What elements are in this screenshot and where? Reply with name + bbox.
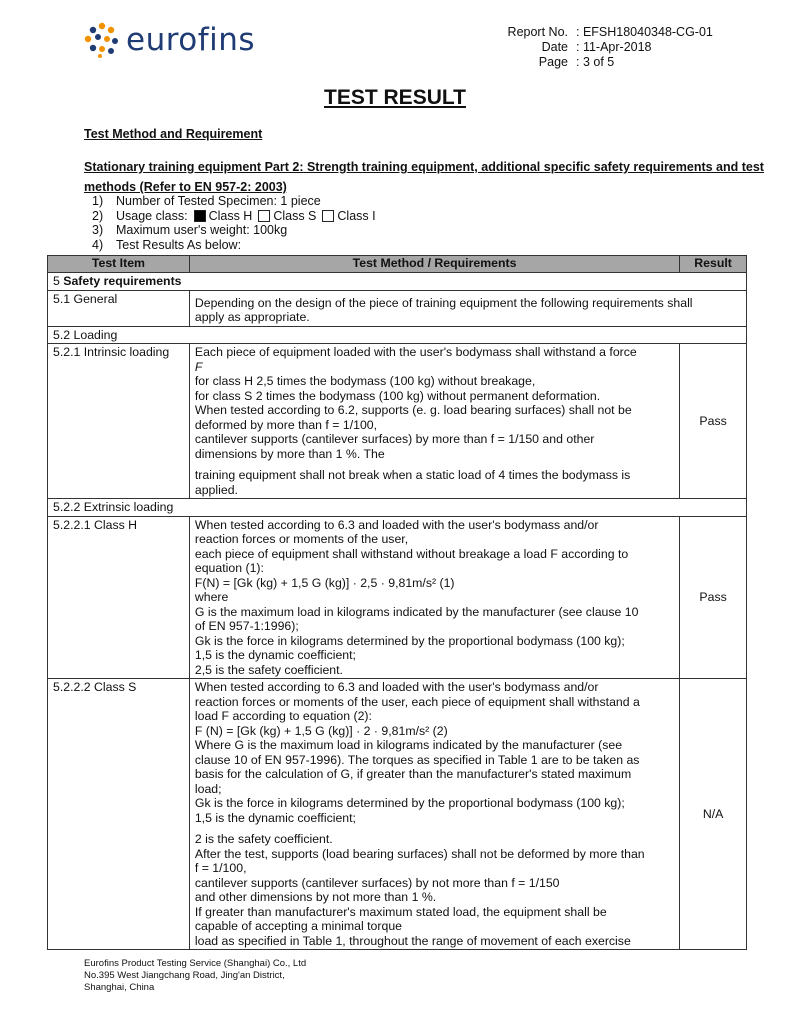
section-heading: Test Method and Requirement <box>84 127 263 141</box>
table-row <box>48 679 747 950</box>
report-date: : 11-Apr-2018 <box>576 40 652 54</box>
eurofins-logo-icon <box>84 22 120 58</box>
requirement-cell: Depending on the design of the piece of training equipment the following requirements shall apply as appropriate. <box>189 290 746 326</box>
table-row <box>48 326 747 344</box>
col-header-method: Test Method / Requirements <box>189 256 679 273</box>
test-item-cell: 5.2.2.2 Class S <box>48 679 190 950</box>
result-cell: Pass <box>680 344 747 499</box>
test-item-cell: 5.2.1 Intrinsic loading <box>48 344 190 499</box>
test-results-table <box>47 255 747 950</box>
table-row <box>48 516 747 679</box>
table-row <box>48 290 747 326</box>
logo-text: eurofins <box>126 22 256 58</box>
page-label: Page <box>538 55 568 69</box>
page-title: TEST RESULT <box>324 86 466 109</box>
eurofins-logo <box>84 20 255 60</box>
section-row-extrinsic: 5.2.2 Extrinsic loading <box>48 499 747 517</box>
table-row <box>48 273 747 291</box>
page-number: : 3 of 5 <box>576 55 615 69</box>
report-no-label: Report No. <box>507 25 568 39</box>
table-row <box>48 499 747 517</box>
requirement-cell: Each piece of equipment loaded with the user's bodymass shall withstand a force F for class H 2,5 times the bodymass (100 kg) without breakage, for class S 2 times the bodymass (100 kg) without permanent deformation. When tested according to 6.2, supports (e. g. load bearing surfaces) shall not be deformed by more than f = 1/100, cantilever supports (cantilever surfaces) by more than f = 1/150 and other dimensions by more than 1 %. The training equipment shall not break when a static load of 4 times the bodymass is applied. <box>189 344 679 499</box>
list-item: 2) Usage class: Class H Class S Class I <box>92 208 376 223</box>
section-row-safety: 5 Safety requirements <box>48 273 747 291</box>
requirement-cell: When tested according to 6.3 and loaded with the user's bodymass and/or reaction forces or moments of the user, each piece of equipment shall withstand without breakage a load F according to equation (1): F(N) = [Gk (kg) + 1,5 G (kg)] · 2,5 · 9,81m/s² (1) where G is the maximum load in kilograms indicated by the manufacturer (see clause 10 of EN 957-1:1996); Gk is the force in kilograms determined by the proportional bodymass (100 kg); 1,5 is the dynamic coefficient; 2,5 is the safety coefficient. <box>189 516 679 679</box>
table-row <box>48 344 747 499</box>
list-item: 4) Test Results As below: <box>92 238 242 253</box>
company-footer: Eurofins Product Testing Service (Shanghai) Co., Ltd No.395 West Jiangchang Road, Jing'an District, Shanghai, China <box>84 958 307 993</box>
report-no: : EFSH18040348-CG-01 <box>576 25 713 39</box>
requirement-cell: When tested according to 6.3 and loaded with the user's bodymass and/or reaction forces or moments of the user, each piece of equipment shall withstand a load F according to equation (2): F (N) = [Gk (kg) + 1,5 G (kg)] · 2 · 9,81m/s² (2) Where G is the maximum load in kilograms indicated by the manufacturer (see clause 10 of EN 957-1996). The torques as specified in Table 1 are to be taken as basis for the calculation of G, if greater than the manufacturer's stated maximum load; Gk is the force in kilograms determined by the proportional bodymass (100 kg); 1,5 is the dynamic coefficient; 2 is the safety coefficient. After the test, supports (load bearing surfaces) shall not be deformed by more than f = 1/100, cantilever supports (cantilever surfaces) by not more than f = 1/150 and other dimensions by not more than 1 %. If greater than manufacturer's maximum stated load, the equipment shall be capable of accepting a minimal torque load as specified in Table 1, throughout the range of movement of each exercise <box>189 679 679 950</box>
test-item-cell: 5.2.2.1 Class H <box>48 516 190 679</box>
list-item: 3) Maximum user's weight: 100kg <box>92 223 288 238</box>
test-item-cell: 5.1 General <box>48 290 190 326</box>
col-header-test-item: Test Item <box>48 256 190 273</box>
standard-heading: Stationary training equipment Part 2: Strength training equipment, additional specific safety requirements and test methods (Refer to EN 957-2: 2003) <box>84 160 764 194</box>
result-cell: N/A <box>680 679 747 950</box>
class-s-checkbox <box>258 210 270 222</box>
specimen-info-list <box>92 194 376 253</box>
class-i-checkbox <box>322 210 334 222</box>
class-h-checkbox <box>194 210 206 222</box>
report-meta <box>492 25 713 70</box>
list-item: 1) Number of Tested Specimen: 1 piece <box>92 194 321 208</box>
date-label: Date <box>541 40 568 54</box>
table-header-row <box>48 256 747 273</box>
section-row-loading: 5.2 Loading <box>48 326 747 344</box>
col-header-result: Result <box>680 256 747 273</box>
result-cell: Pass <box>680 516 747 679</box>
